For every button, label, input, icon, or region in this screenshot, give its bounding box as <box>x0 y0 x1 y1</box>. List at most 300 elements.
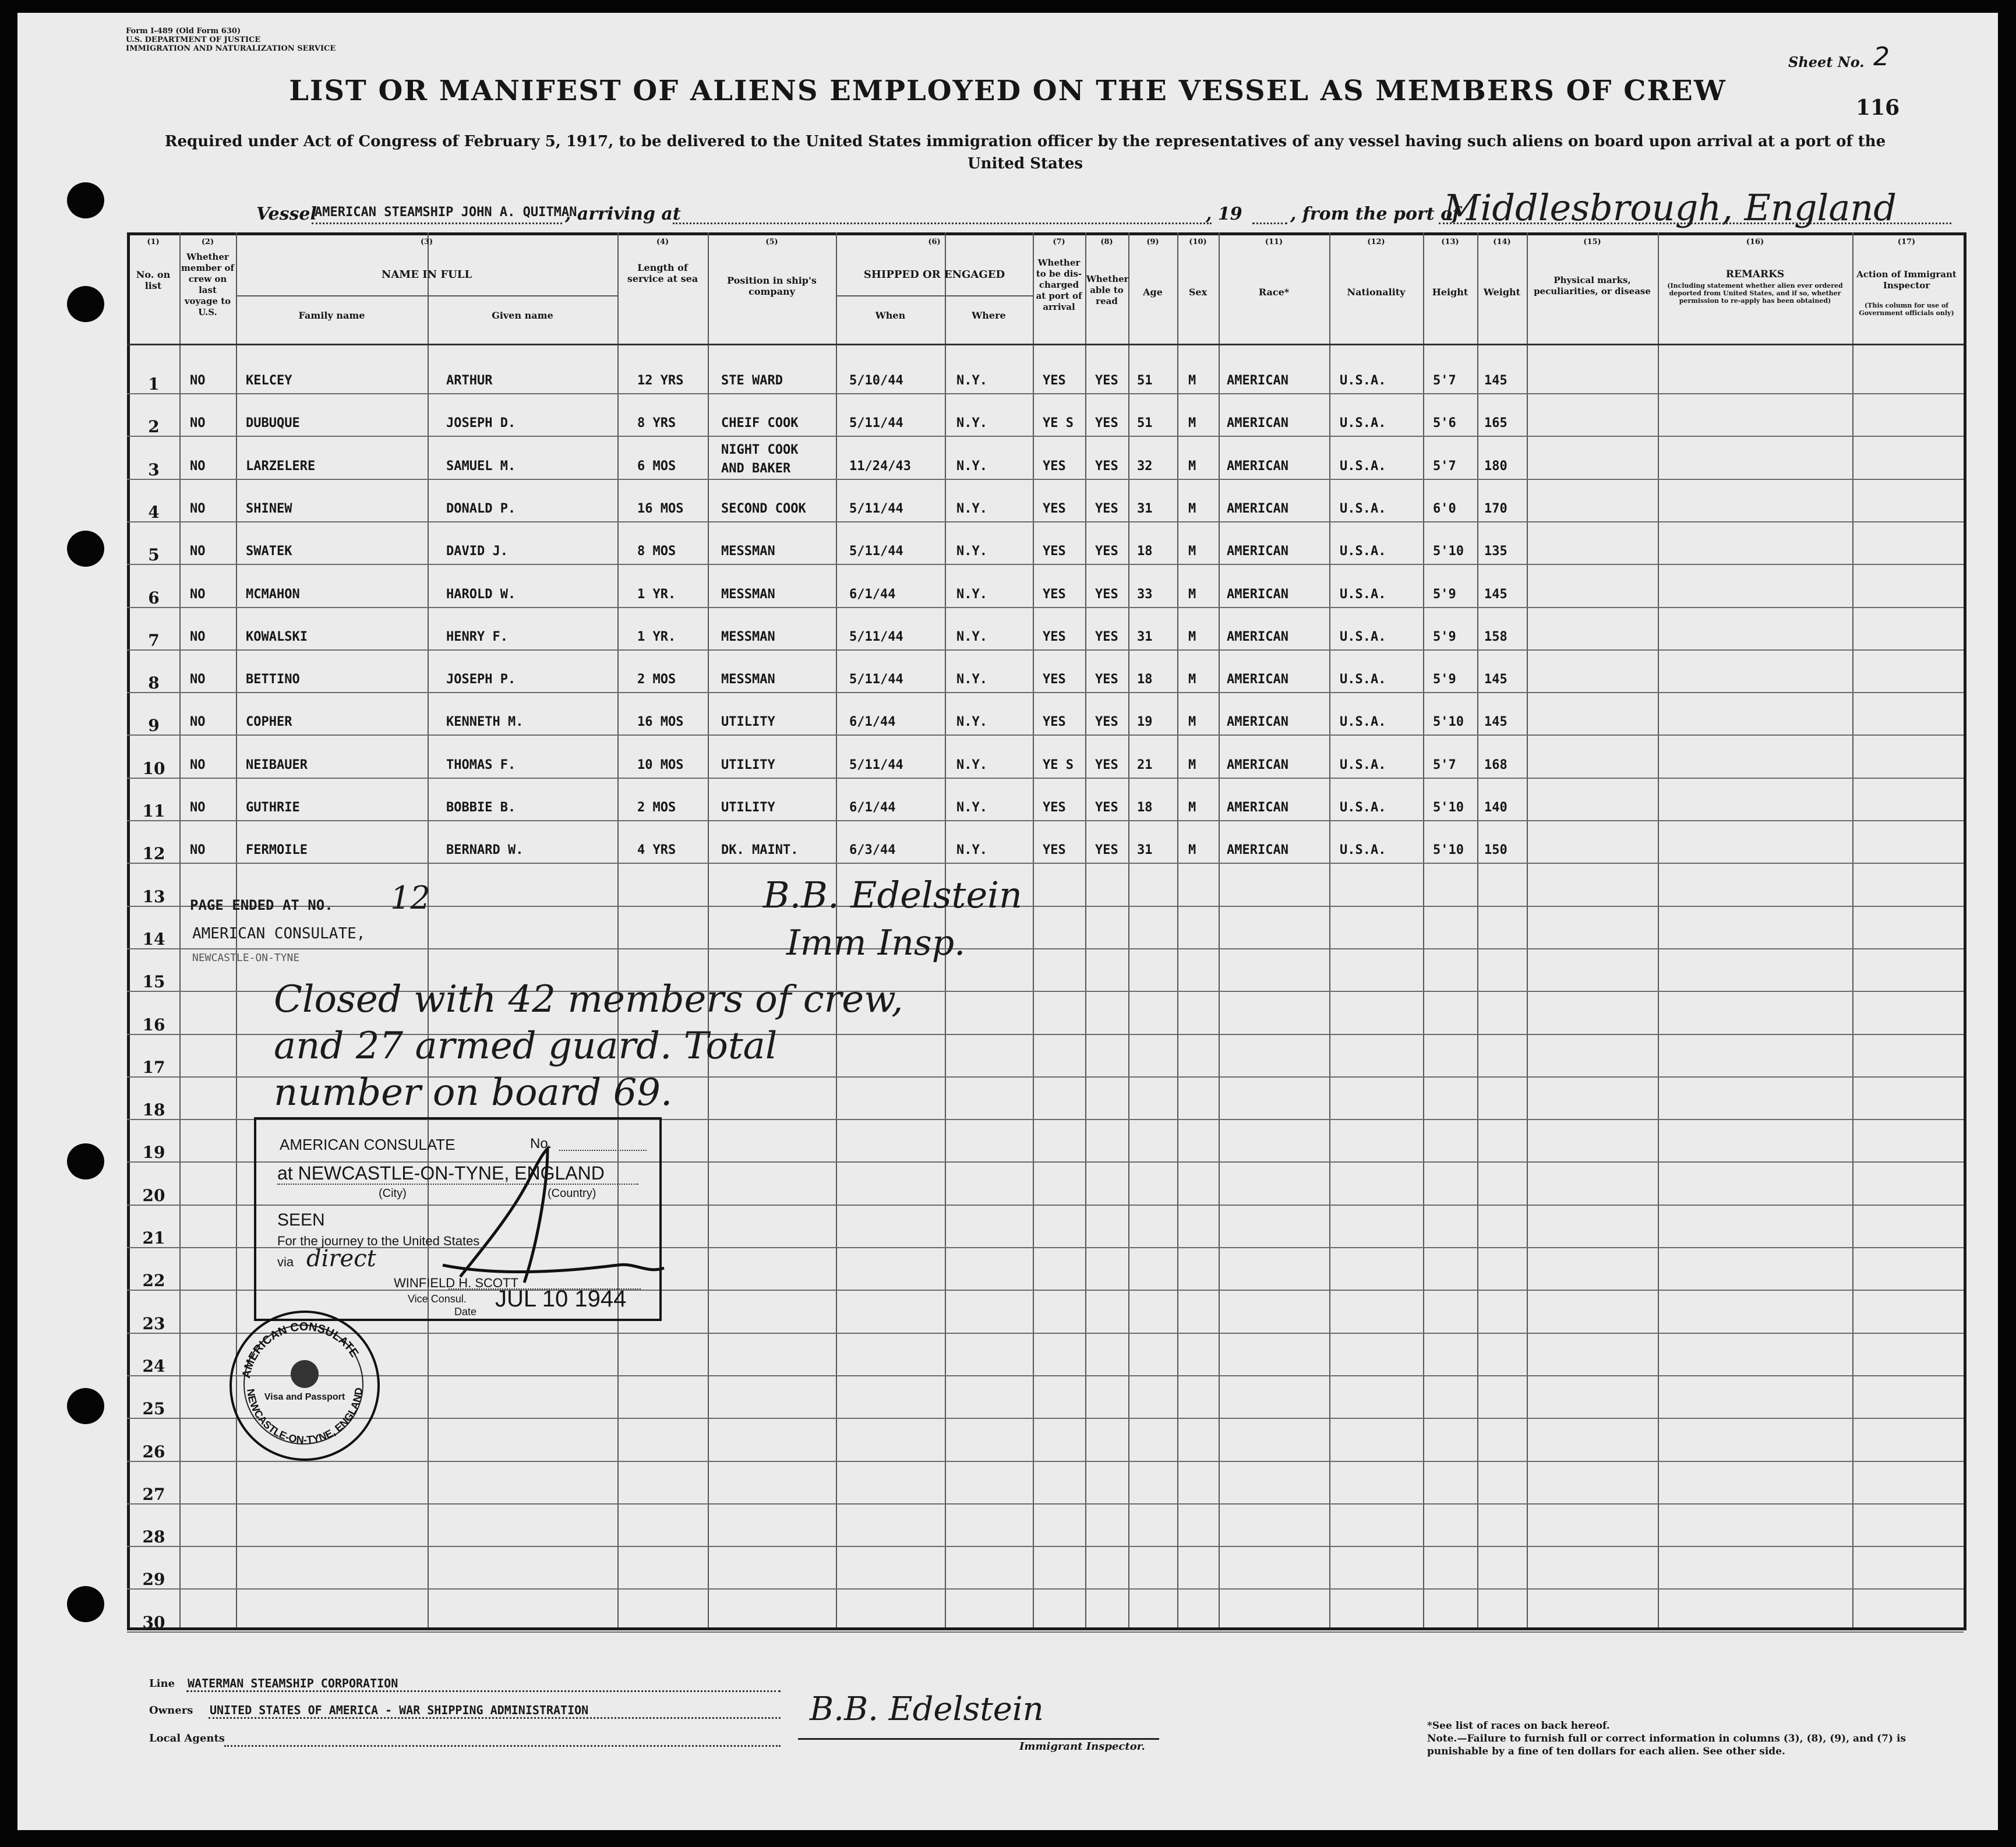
penalty-note: Note.—Failure to furnish full or correct information in columns (3), (8), (9), and (7) is punishable by a fine of ten dollars for each alien. See other side. <box>1427 1733 1906 1757</box>
sex-cell: M <box>1188 587 1196 602</box>
header-shipped-engaged: SHIPPED OR ENGAGED <box>863 269 1005 281</box>
race-cell: AMERICAN <box>1227 843 1288 857</box>
race-cell: AMERICAN <box>1227 715 1288 729</box>
row-rule <box>127 734 1964 736</box>
header-able-to-read: Whether able to read <box>1086 274 1129 306</box>
row-number: 10 <box>142 759 165 778</box>
row-number: 26 <box>142 1442 165 1461</box>
sheet-number: 2 <box>1873 42 1890 72</box>
discharged-cell: YES <box>1043 800 1066 815</box>
row-rule <box>127 1333 1964 1334</box>
row-number: 2 <box>148 417 160 436</box>
race-cell: AMERICAN <box>1227 630 1288 644</box>
stamp-officer-title: Vice Consul. <box>408 1293 467 1305</box>
shipped-when-cell: 5/11/44 <box>849 672 903 687</box>
row-number: 4 <box>148 503 160 522</box>
row-number: 11 <box>142 801 165 821</box>
row-rule <box>127 521 1964 522</box>
column-number: (11) <box>1265 238 1283 246</box>
sheet-number-label: Sheet No. <box>1788 54 1865 70</box>
sex-cell: M <box>1188 544 1196 559</box>
last-voyage-cell: NO <box>190 758 206 772</box>
age-cell: 18 <box>1137 544 1153 559</box>
able-to-read-cell: YES <box>1095 630 1118 644</box>
weight-cell: 158 <box>1484 630 1507 644</box>
owners-label: Owners <box>149 1704 193 1717</box>
stamp-date: JUL 10 1944 <box>495 1286 627 1312</box>
row-rule <box>127 564 1964 565</box>
header-nationality: Nationality <box>1347 287 1406 298</box>
shipped-when-cell: 5/11/44 <box>849 758 903 772</box>
last-voyage-cell: NO <box>190 715 206 729</box>
discharged-cell: YES <box>1043 715 1066 729</box>
row-number: 28 <box>142 1527 165 1546</box>
row-rule <box>127 1503 1964 1505</box>
row-number: 5 <box>148 545 160 564</box>
owners-value: UNITED STATES OF AMERICA - WAR SHIPPING ADMINISTRATION <box>210 1703 589 1717</box>
family-name-cell: GUTHRIE <box>246 800 300 815</box>
shipped-where-cell: N.Y. <box>956 758 987 772</box>
shipped-when-cell: 6/3/44 <box>849 843 896 857</box>
column-number: (2) <box>201 238 214 246</box>
able-to-read-cell: YES <box>1095 843 1118 857</box>
position-cell: MESSMAN <box>721 544 775 559</box>
sex-cell: M <box>1188 758 1196 772</box>
column-number: (8) <box>1100 238 1113 246</box>
seal-text-bottom: NEWCASTLE-ON-TYNE, ENGLAND <box>245 1387 365 1446</box>
height-cell: 5'6 <box>1433 416 1456 430</box>
height-cell: 5'10 <box>1433 843 1464 857</box>
last-voyage-cell: NO <box>190 373 206 388</box>
row-number: 6 <box>148 588 160 608</box>
column-number: (13) <box>1441 238 1459 246</box>
service-length-cell: 16 MOS <box>637 502 684 516</box>
row-number: 21 <box>142 1228 165 1248</box>
age-cell: 31 <box>1137 843 1153 857</box>
page-number: 116 <box>1856 96 1900 120</box>
column-number: (16) <box>1746 238 1764 246</box>
family-name-cell: NEIBAUER <box>246 758 308 772</box>
weight-cell: 145 <box>1484 672 1507 687</box>
stamp-no-label: No. <box>530 1136 552 1152</box>
header-name-in-full: NAME IN FULL <box>381 269 472 281</box>
discharged-cell: YES <box>1043 544 1066 559</box>
row-number: 22 <box>142 1271 165 1290</box>
weight-cell: 145 <box>1484 587 1507 602</box>
shipped-where-cell: N.Y. <box>956 630 987 644</box>
header-height: Height <box>1432 287 1468 298</box>
row-number: 25 <box>142 1399 165 1418</box>
position-cell: UTILITY <box>721 715 775 729</box>
family-name-cell: BETTINO <box>246 672 300 687</box>
header-weight: Weight <box>1483 287 1521 298</box>
form-id-line: Form I-489 (Old Form 630) <box>126 27 241 36</box>
stamp-country-label: (Country) <box>548 1187 596 1200</box>
last-voyage-cell: NO <box>190 630 206 644</box>
service-length-cell: 12 YRS <box>637 373 684 388</box>
shipped-when-cell: 5/11/44 <box>849 630 903 644</box>
service-length-cell: 1 YR. <box>637 587 676 602</box>
row-number: 20 <box>142 1186 165 1205</box>
local-agents-label: Local Agents <box>149 1732 225 1744</box>
stamp-seen: SEEN <box>277 1210 325 1230</box>
closing-note <box>274 976 903 1116</box>
row-rule <box>127 607 1964 608</box>
service-length-cell: 4 YRS <box>637 843 676 857</box>
able-to-read-cell: YES <box>1095 672 1118 687</box>
header-family-name: Family name <box>298 310 365 321</box>
consulate-stamp-city: NEWCASTLE-ON-TYNE <box>192 952 300 964</box>
family-name-cell: COPHER <box>246 715 292 729</box>
last-voyage-cell: NO <box>190 416 206 430</box>
position-cell: STE WARD <box>721 373 783 388</box>
given-name-cell: BOBBIE B. <box>446 800 516 815</box>
age-cell: 51 <box>1137 416 1153 430</box>
header-given-name: Given name <box>492 310 553 321</box>
sex-cell: M <box>1188 459 1196 474</box>
given-name-cell: ARTHUR <box>446 373 493 388</box>
height-cell: 5'10 <box>1433 544 1464 559</box>
shipped-where-cell: N.Y. <box>956 715 987 729</box>
position-cell: SECOND COOK <box>721 502 806 516</box>
last-voyage-cell: NO <box>190 587 206 602</box>
shipped-when-cell: 6/1/44 <box>849 587 896 602</box>
header-length-of-service: Length of service at sea <box>627 262 698 284</box>
row-rule <box>127 948 1964 949</box>
header-last-voyage: Whether member of crew on last voyage to U.S. <box>181 252 234 317</box>
seal-text-top: AMERICAN CONSULATE <box>239 1320 361 1380</box>
line-value: WATERMAN STEAMSHIP CORPORATION <box>188 1676 398 1690</box>
page-ended-label: PAGE ENDED AT NO. <box>190 897 333 913</box>
header-physical-marks: Physical marks, peculiarities, or disease <box>1534 275 1651 296</box>
row-number: 12 <box>142 844 165 863</box>
age-cell: 18 <box>1137 672 1153 687</box>
row-rule <box>127 1546 1964 1547</box>
family-name-cell: MCMAHON <box>246 587 300 602</box>
weight-cell: 168 <box>1484 758 1507 772</box>
row-number: 7 <box>148 631 160 650</box>
position-cell: UTILITY <box>721 758 775 772</box>
stamp-consulate: AMERICAN CONSULATE <box>280 1136 456 1153</box>
weight-cell: 145 <box>1484 373 1507 388</box>
weight-cell: 140 <box>1484 800 1507 815</box>
able-to-read-cell: YES <box>1095 502 1118 516</box>
race-cell: AMERICAN <box>1227 459 1288 474</box>
discharged-cell: YE S <box>1043 758 1074 772</box>
height-cell: 5'7 <box>1433 459 1456 474</box>
row-number: 16 <box>142 1015 165 1034</box>
height-cell: 6'0 <box>1433 502 1456 516</box>
shipped-when-cell: 5/11/44 <box>849 416 903 430</box>
shipped-where-cell: N.Y. <box>956 416 987 430</box>
shipped-where-cell: N.Y. <box>956 672 987 687</box>
nationality-cell: U.S.A. <box>1340 373 1386 388</box>
sex-cell: M <box>1188 373 1196 388</box>
column-number: (14) <box>1493 238 1511 246</box>
given-name-cell: DAVID J. <box>446 544 508 559</box>
position-cell: DK. MAINT. <box>721 843 799 857</box>
height-cell: 5'10 <box>1433 800 1464 815</box>
height-cell: 5'9 <box>1433 587 1456 602</box>
given-name-cell: JOSEPH D. <box>446 416 516 430</box>
punch-hole <box>67 531 104 567</box>
discharged-cell: YES <box>1043 459 1066 474</box>
shipped-where-cell: N.Y. <box>956 800 987 815</box>
row-rule <box>127 1461 1964 1462</box>
weight-cell: 135 <box>1484 544 1507 559</box>
able-to-read-cell: YES <box>1095 373 1118 388</box>
able-to-read-cell: YES <box>1095 715 1118 729</box>
closing-note-line: and 27 armed guard. Total <box>274 1025 778 1068</box>
column-number: (1) <box>147 238 160 246</box>
shipped-when-cell: 6/1/44 <box>849 715 896 729</box>
header-action-note: (This column for use of Government officials only) <box>1859 302 1954 317</box>
discharged-cell: YES <box>1043 373 1066 388</box>
last-voyage-cell: NO <box>190 672 206 687</box>
inspector-signature: B.B. Edelstein <box>763 874 1022 916</box>
header-remarks-note: (Including statement whether alien ever ordered deported from United States, and if so, whether permission to re-apply has been obtained) <box>1667 282 1843 305</box>
weight-cell: 150 <box>1484 843 1507 857</box>
discharged-cell: YES <box>1043 672 1066 687</box>
shipped-when-cell: 5/11/44 <box>849 544 903 559</box>
row-rule <box>127 1418 1964 1419</box>
page-ended-value: 12 <box>390 880 430 916</box>
family-name-cell: FERMOILE <box>246 843 308 857</box>
age-cell: 33 <box>1137 587 1153 602</box>
header-where: Where <box>972 310 1006 321</box>
position-cell: UTILITY <box>721 800 775 815</box>
given-name-cell: SAMUEL M. <box>446 459 516 474</box>
weight-cell: 165 <box>1484 416 1507 430</box>
shipped-where-cell: N.Y. <box>956 459 987 474</box>
nationality-cell: U.S.A. <box>1340 544 1386 559</box>
form-id-line: IMMIGRATION AND NATURALIZATION SERVICE <box>126 44 336 53</box>
consulate-stamp-line: AMERICAN CONSULATE, <box>192 925 366 942</box>
sex-cell: M <box>1188 672 1196 687</box>
able-to-read-cell: YES <box>1095 800 1118 815</box>
last-voyage-cell: NO <box>190 544 206 559</box>
row-number: 23 <box>142 1314 165 1333</box>
stamp-location: at NEWCASTLE-ON-TYNE, ENGLAND <box>277 1163 605 1184</box>
family-name-cell: KOWALSKI <box>246 630 308 644</box>
height-cell: 5'7 <box>1433 373 1456 388</box>
given-name-cell: DONALD P. <box>446 502 516 516</box>
form-id-line: U.S. DEPARTMENT OF JUSTICE <box>126 36 261 44</box>
discharged-cell: YES <box>1043 502 1066 516</box>
header-when: When <box>875 310 906 321</box>
closing-note-line: number on board 69. <box>274 1071 673 1114</box>
given-name-cell: HENRY F. <box>446 630 508 644</box>
service-length-cell: 2 MOS <box>637 800 676 815</box>
inspector-title: Imm Insp. <box>786 923 966 963</box>
given-name-cell: JOSEPH P. <box>446 672 516 687</box>
nationality-cell: U.S.A. <box>1340 502 1386 516</box>
race-cell: AMERICAN <box>1227 758 1288 772</box>
race-cell: AMERICAN <box>1227 544 1288 559</box>
seal-center-text: Visa and Passport <box>264 1392 345 1402</box>
line-label: Line <box>149 1678 175 1690</box>
service-length-cell: 2 MOS <box>637 672 676 687</box>
row-rule <box>127 1588 1964 1590</box>
height-cell: 5'9 <box>1433 672 1456 687</box>
header-age: Age <box>1143 287 1163 298</box>
stamp-via-label: via <box>277 1255 294 1269</box>
able-to-read-cell: YES <box>1095 416 1118 430</box>
shipped-where-cell: N.Y. <box>956 502 987 516</box>
header-action-inspector: Action of Immigrant Inspector <box>1856 269 1957 291</box>
column-number: (9) <box>1146 238 1159 246</box>
stamp-date-label: Date <box>454 1306 477 1318</box>
nationality-cell: U.S.A. <box>1340 715 1386 729</box>
race-cell: AMERICAN <box>1227 502 1288 516</box>
row-rule <box>127 649 1964 651</box>
shipped-when-cell: 5/11/44 <box>849 502 903 516</box>
header-sex: Sex <box>1188 287 1208 298</box>
able-to-read-cell: YES <box>1095 758 1118 772</box>
manifest-sheet <box>17 13 1998 1830</box>
family-name-cell: SWATEK <box>246 544 292 559</box>
row-number: 17 <box>142 1058 165 1077</box>
discharged-cell: YES <box>1043 843 1066 857</box>
shipped-where-cell: N.Y. <box>956 587 987 602</box>
weight-cell: 180 <box>1484 459 1507 474</box>
sex-cell: M <box>1188 843 1196 857</box>
able-to-read-cell: YES <box>1095 544 1118 559</box>
column-number: (3) <box>420 238 433 246</box>
weight-cell: 170 <box>1484 502 1507 516</box>
position-cell: MESSMAN <box>721 672 775 687</box>
row-number: 15 <box>142 972 165 991</box>
age-cell: 18 <box>1137 800 1153 815</box>
header-discharged: Whether to be dis-charged at port of arrival <box>1036 257 1082 312</box>
discharged-cell: YES <box>1043 630 1066 644</box>
given-name-cell: BERNARD W. <box>446 843 524 857</box>
age-cell: 19 <box>1137 715 1153 729</box>
age-cell: 31 <box>1137 502 1153 516</box>
row-number: 9 <box>148 716 160 735</box>
row-rule <box>127 436 1964 437</box>
race-cell: AMERICAN <box>1227 672 1288 687</box>
row-number: 3 <box>148 460 160 479</box>
height-cell: 5'7 <box>1433 758 1456 772</box>
able-to-read-cell: YES <box>1095 459 1118 474</box>
weight-cell: 145 <box>1484 715 1507 729</box>
row-rule <box>127 1375 1964 1376</box>
column-number: (10) <box>1189 238 1207 246</box>
row-number: 1 <box>148 375 160 394</box>
shipped-where-cell: N.Y. <box>956 843 987 857</box>
year-label: , 19 <box>1206 204 1242 224</box>
column-number: (4) <box>656 238 669 246</box>
shipped-when-cell: 6/1/44 <box>849 800 896 815</box>
row-number: 30 <box>142 1613 165 1632</box>
age-cell: 21 <box>1137 758 1153 772</box>
consulate-seal <box>230 1311 380 1461</box>
discharged-cell: YE S <box>1043 416 1074 430</box>
age-cell: 31 <box>1137 630 1153 644</box>
punch-hole <box>67 1586 104 1622</box>
nationality-cell: U.S.A. <box>1340 843 1386 857</box>
nationality-cell: U.S.A. <box>1340 587 1386 602</box>
sex-cell: M <box>1188 715 1196 729</box>
header-remarks: REMARKS <box>1725 269 1785 280</box>
from-port-value: Middlesbrough, England <box>1443 186 1897 229</box>
header-position: Position in ship's company <box>727 275 817 297</box>
column-number: (7) <box>1053 238 1065 246</box>
form-id-block <box>126 27 336 53</box>
row-rule <box>127 778 1964 779</box>
family-name-cell: DUBUQUE <box>246 416 300 430</box>
header-no-on-list: No. on list <box>136 269 171 291</box>
given-name-cell: THOMAS F. <box>446 758 516 772</box>
position-cell: MESSMAN <box>721 587 775 602</box>
row-number: 19 <box>142 1143 165 1162</box>
vessel-name: AMERICAN STEAMSHIP JOHN A. QUITMAN <box>315 205 577 220</box>
shipped-where-cell: N.Y. <box>956 373 987 388</box>
immigrant-inspector-label: Immigrant Inspector. <box>1019 1740 1145 1753</box>
last-voyage-cell: NO <box>190 800 206 815</box>
position-cell-line2: AND BAKER <box>721 461 791 476</box>
column-number: (5) <box>765 238 778 246</box>
family-name-cell: SHINEW <box>246 502 292 516</box>
service-length-cell: 16 MOS <box>637 715 684 729</box>
service-length-cell: 8 YRS <box>637 416 676 430</box>
row-number: 13 <box>142 887 165 906</box>
race-cell: AMERICAN <box>1227 416 1288 430</box>
stamp-city-label: (City) <box>379 1187 407 1200</box>
row-number: 8 <box>148 673 160 693</box>
position-cell: CHEIF COOK <box>721 416 799 430</box>
sex-cell: M <box>1188 800 1196 815</box>
race-cell: AMERICAN <box>1227 373 1288 388</box>
service-length-cell: 10 MOS <box>637 758 684 772</box>
row-number: 18 <box>142 1100 165 1119</box>
position-cell: MESSMAN <box>721 630 775 644</box>
last-voyage-cell: NO <box>190 459 206 474</box>
punch-hole <box>67 1388 104 1424</box>
punch-hole <box>67 1143 104 1179</box>
sex-cell: M <box>1188 502 1196 516</box>
crew-table <box>127 232 1966 1630</box>
race-cell: AMERICAN <box>1227 587 1288 602</box>
shipped-where-cell: N.Y. <box>956 544 987 559</box>
footer-inspector-signature: B.B. Edelstein <box>810 1690 1044 1728</box>
position-cell: NIGHT COOK <box>721 443 799 457</box>
form-subtitle: Required under Act of Congress of February 5, 1917, to be delivered to the United States immigration officer by the representatives of any vessel having such aliens on board upon arrival at a port of the United States <box>164 133 1886 172</box>
given-name-cell: HAROLD W. <box>446 587 516 602</box>
row-rule <box>127 393 1964 394</box>
row-rule <box>127 1631 1964 1633</box>
column-number: (17) <box>1897 238 1916 246</box>
race-cell: AMERICAN <box>1227 800 1288 815</box>
age-cell: 32 <box>1137 459 1153 474</box>
family-name-cell: KELCEY <box>246 373 292 388</box>
row-rule <box>127 863 1964 864</box>
nationality-cell: U.S.A. <box>1340 416 1386 430</box>
row-rule <box>127 479 1964 480</box>
family-name-cell: LARZELERE <box>246 459 316 474</box>
service-length-cell: 6 MOS <box>637 459 676 474</box>
shipped-when-cell: 5/10/44 <box>849 373 903 388</box>
row-rule <box>127 820 1964 821</box>
punch-hole <box>67 286 104 322</box>
vessel-line <box>17 186 1998 232</box>
vice-consul-signature <box>373 1143 676 1294</box>
service-length-cell: 1 YR. <box>637 630 676 644</box>
row-number: 14 <box>142 930 165 949</box>
nationality-cell: U.S.A. <box>1340 758 1386 772</box>
row-number: 27 <box>142 1485 165 1504</box>
